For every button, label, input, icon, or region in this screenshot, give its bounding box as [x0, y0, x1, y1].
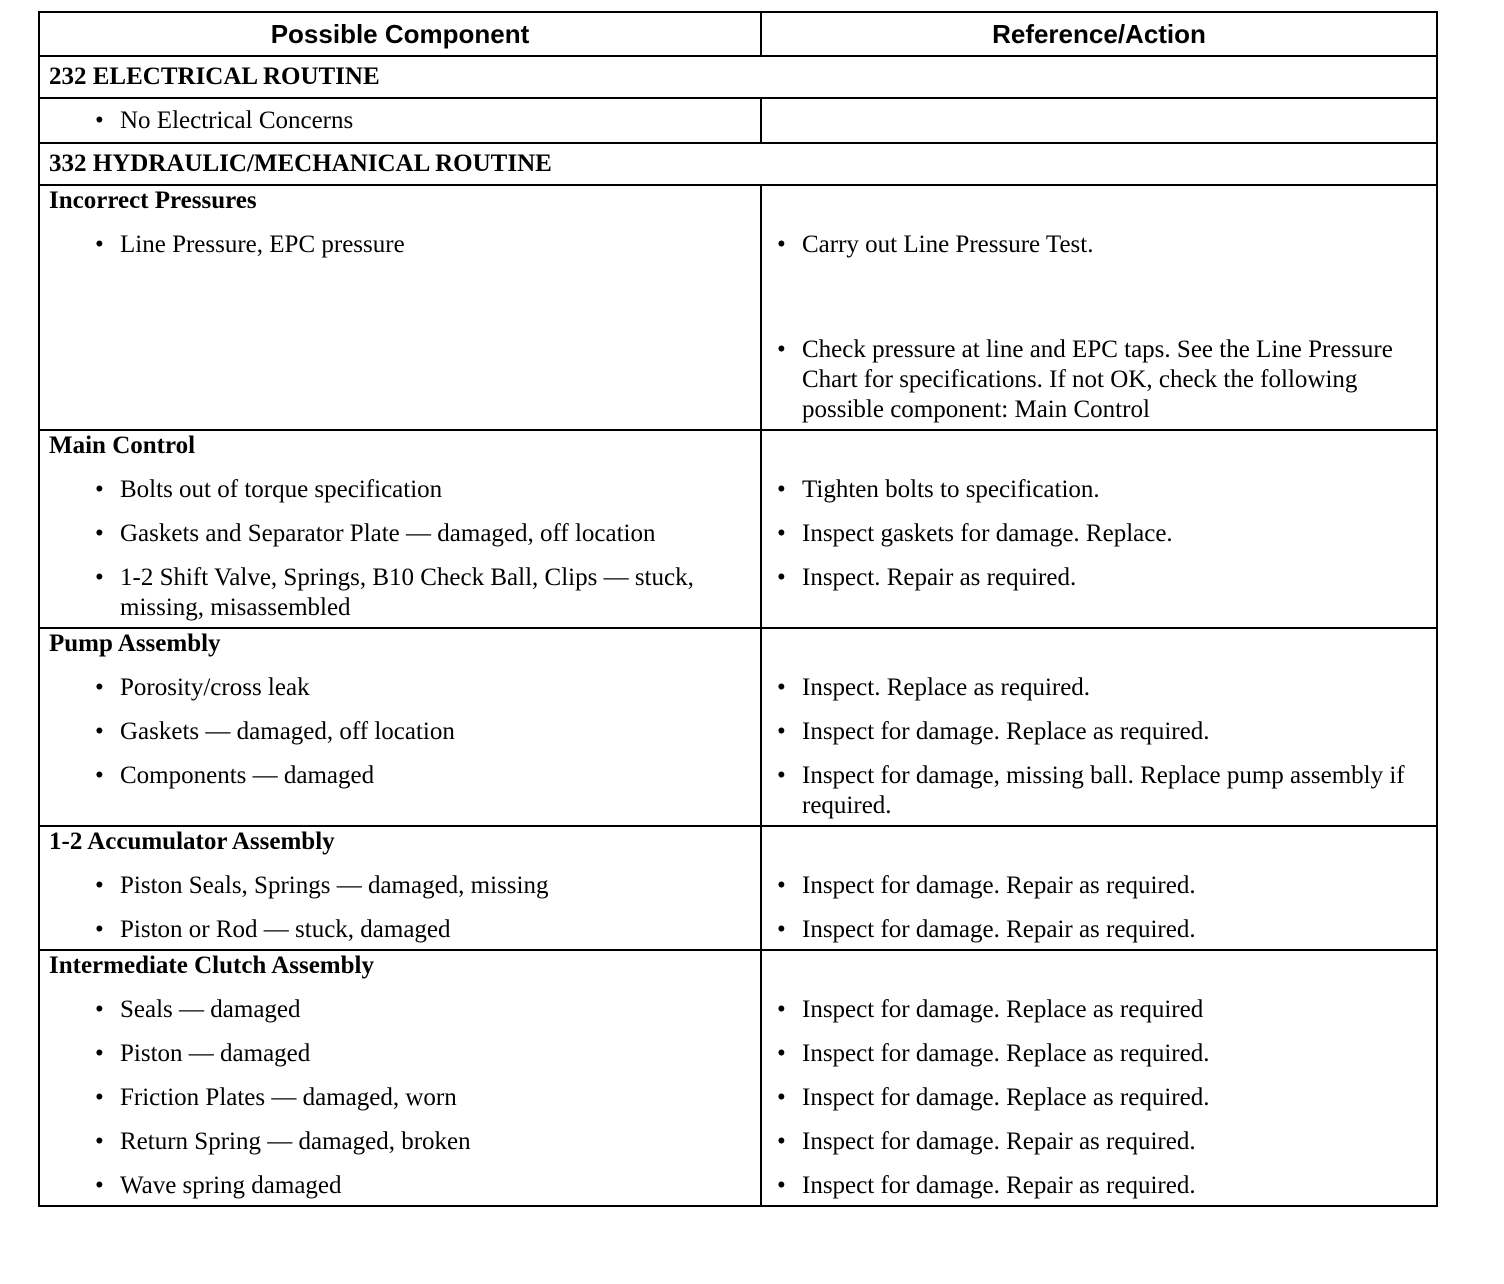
group-intermediate-clutch-assembly: [39, 950, 1437, 1206]
component-item: • Return Spring — damaged, broken: [40, 1127, 760, 1157]
header-reference-action: Reference/Action: [761, 12, 1437, 56]
component-item: • Wave spring damaged: [40, 1171, 760, 1201]
group-incorrect-pressures: [39, 185, 1437, 430]
group-title: 1-2 Accumulator Assembly: [49, 828, 335, 855]
group-pump-assembly: [39, 628, 1437, 826]
group-title: Intermediate Clutch Assembly: [49, 952, 374, 979]
action-item: • Inspect for damage. Repair as required.: [762, 871, 1436, 901]
component-item: • Gaskets — damaged, off location: [40, 717, 760, 747]
component-item: • Seals — damaged: [40, 995, 760, 1025]
action-item: • Inspect for damage. Replace as required.: [762, 717, 1436, 747]
action-item: • Check pressure at line and EPC taps. See the Line Pressure Chart for specifications. If not OK, check the following possible component: Main Control: [762, 335, 1436, 425]
action-item: • Inspect. Repair as required.: [762, 563, 1436, 593]
group-title: Main Control: [49, 432, 196, 459]
header-possible-component: Possible Component: [39, 12, 761, 56]
component-item: • Bolts out of torque specification: [40, 475, 760, 505]
action-item: • Carry out Line Pressure Test.: [762, 230, 1436, 260]
component-item: • Piston or Rod — stuck, damaged: [40, 915, 760, 945]
action-item: • Inspect for damage. Repair as required.: [762, 1171, 1436, 1201]
component-item: • Friction Plates — damaged, worn: [40, 1083, 760, 1113]
component-item: • Components — damaged: [40, 761, 760, 791]
action-item: • Inspect. Replace as required.: [762, 673, 1436, 703]
table-row: [39, 98, 1437, 143]
action-item: • Inspect for damage. Repair as required.: [762, 1127, 1436, 1157]
action-item: • Inspect for damage. Replace as required: [762, 995, 1436, 1025]
component-item: • Line Pressure, EPC pressure: [40, 230, 760, 260]
component-item: • 1-2 Shift Valve, Springs, B10 Check Ball, Clips — stuck, missing, misassembled: [40, 563, 760, 623]
component-item: • Gaskets and Separator Plate — damaged, off location: [40, 519, 760, 549]
component-item: • Porosity/cross leak: [40, 673, 760, 703]
table-header-row: [39, 12, 1437, 56]
diagnostic-table: [38, 11, 1438, 1207]
component-item: • Piston Seals, Springs — damaged, missing: [40, 871, 760, 901]
section-electrical: [39, 56, 1437, 98]
section-hydraulic: [39, 143, 1437, 185]
group-title: Incorrect Pressures: [49, 187, 257, 214]
section-title: 232 ELECTRICAL ROUTINE: [39, 56, 1437, 98]
action-item: • Inspect for damage. Replace as required.: [762, 1039, 1436, 1069]
component-item: • Piston — damaged: [40, 1039, 760, 1069]
action-item: • Inspect for damage. Repair as required.: [762, 915, 1436, 945]
action-item: • Inspect for damage, missing ball. Replace pump assembly if required.: [762, 761, 1436, 821]
section-title: 332 HYDRAULIC/MECHANICAL ROUTINE: [39, 143, 1437, 185]
group-accumulator-assembly: [39, 826, 1437, 950]
action-item: • Tighten bolts to specification.: [762, 475, 1436, 505]
group-title: Pump Assembly: [49, 630, 221, 657]
group-main-control: [39, 430, 1437, 628]
component-item: • No Electrical Concerns: [40, 106, 760, 136]
action-item: • Inspect for damage. Replace as required.: [762, 1083, 1436, 1113]
action-item: • Inspect gaskets for damage. Replace.: [762, 519, 1436, 549]
